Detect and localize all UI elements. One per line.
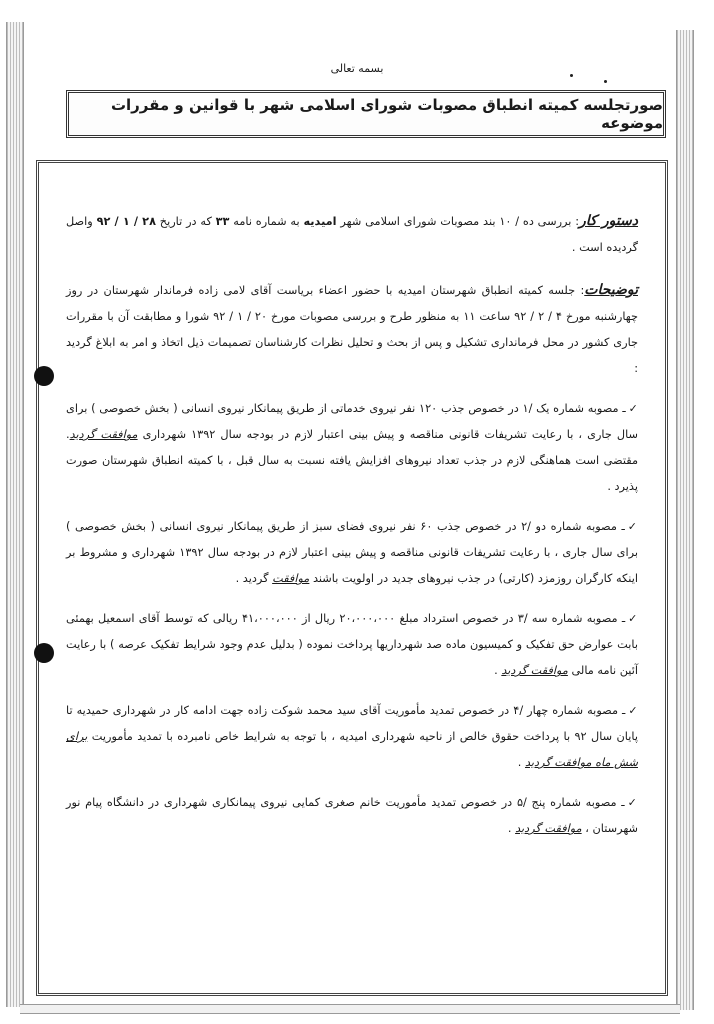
binder-hole: [34, 366, 54, 386]
document-body: [66, 208, 638, 856]
scan-speck: [570, 74, 573, 77]
right-frame-band: [676, 30, 694, 1010]
agenda-date: ۲۸ / ۱ / ۹۲: [96, 215, 156, 228]
resolution-text-a: ـ مصوبه شماره سه /۳ در خصوص استرداد مبلغ ۲۰،۰۰۰،۰۰۰ ریال از ۴۱،۰۰۰،۰۰۰ ریالی که توسط آقای اسمعیل بهمئی بابت عوارض حق تفکیک و کمیسیون ماده صد شهرداریها پرداخت نموده ( بدلیل عدم وجود شرایط تفکیک عرصه ) با رعایت آئین نامه مالی: [66, 612, 638, 677]
resolution-item: [66, 606, 638, 684]
bottom-frame-band: [20, 1004, 680, 1014]
agenda-city: امیدیه: [303, 215, 337, 228]
resolution-item: [66, 698, 638, 776]
agenda-text-b: به شماره نامه: [229, 215, 304, 228]
explanation-text: : جلسه کمیته انطباق شهرستان امیدیه با حضور اعضاء بریاست آقای لامی زاده فرماندار شهرستان در روز چهارشنبه مورخ ۴ / ۲ / ۹۲ ساعت ۱۱ به منظور طرح و بررسی مصوبات مورخ ۲۰ / ۱ / ۹۲ شورا و مطابقت آن با مقررات جاری کشور در محل فرمانداری تشکیل و پس از بحث و تحلیل نظرات کارشناسان تصمیمات ذیل اتخاذ و امر به ابلاغ گردید :: [66, 284, 638, 375]
resolution-text-b: گردید .: [235, 572, 273, 585]
resolution-text-b: . مقتضی است هماهنگی لازم در جذب تعداد نیروهای افزایش یافته نسبت به سال قبل ، با کمیته انطباق شهرستان صورت پذیرد .: [66, 428, 638, 493]
resolution-approved: موافقت گردید: [501, 664, 568, 677]
resolution-text-a: ـ مصوبه شماره یک /۱ در خصوص جذب ۱۲۰ نفر نیروی خدماتی از طریق پیمانکار نیروی انسانی ( بخش خصوصی ) برای سال جاری ، با رعایت تشریفات قانونی مناقصه و پیش بینی اعتبار لازم در بودجه سال ۱۳۹۲ شهرداری: [66, 402, 639, 441]
resolution-item: [66, 514, 638, 592]
scan-speck: [604, 80, 607, 83]
explanation-label: توضیحات: [584, 282, 638, 298]
resolution-approved: موافقت گردید: [515, 822, 582, 835]
title-box: [66, 90, 666, 138]
resolution-text-a: ـ مصوبه شماره چهار /۴ در خصوص تمدید مأموریت آقای سید محمد شوکت زاده جهت ادامه کار در شهرداری حمیدیه تا پایان سال ۹۲ با پرداخت حقوق خالص از ناحیه شهرداری امیدیه ، با توجه به شرایط خاص نامبرده با تمدید مأموریت: [66, 704, 638, 743]
checkmark-icon: ✓: [627, 796, 638, 809]
agenda-letter-number: ۳۳: [215, 215, 230, 228]
resolution-item: [66, 790, 638, 842]
agenda-text-c: که در تاریخ: [155, 215, 216, 228]
resolution-approved: موافقت: [272, 572, 310, 585]
agenda-text-d: واصل گردیده است .: [66, 215, 638, 254]
left-frame-band: [6, 22, 24, 1007]
resolution-item: [66, 396, 638, 500]
document-title: صورتجلسه کمیته انطباق مصوبات شورای اسلامی شهر با قوانین و مقررات موضوعه: [110, 96, 663, 132]
checkmark-icon: ✓: [628, 402, 639, 415]
resolution-text-a: ـ مصوبه شماره پنج /۵ در خصوص تمدید مأموریت خانم صغری کمایی نیروی پیمانکاری شهرداری در دانشگاه پیام نور شهرستان ،: [66, 796, 638, 835]
resolution-text-b: .: [517, 756, 525, 769]
agenda-paragraph: [66, 208, 638, 261]
agenda-text-a: : بررسی ده / ۱۰ بند مصوبات شورای اسلامی شهر: [336, 215, 580, 228]
agenda-label: دستور کار: [579, 213, 639, 229]
binder-hole: [34, 643, 54, 663]
checkmark-icon: ✓: [628, 612, 638, 625]
resolution-approved: موافقت گردید: [69, 428, 138, 441]
checkmark-icon: ✓: [628, 704, 639, 717]
resolution-text-b: .: [494, 664, 502, 677]
resolution-text-a: ـ مصوبه شماره دو /۲ در خصوص جذب ۶۰ نفر نیروی فضای سبز از طریق پیمانکار نیروی انسانی ( بخش خصوصی ) برای سال جاری ، با رعایت تشریفات قانونی مناقصه و پیش بینی اعتبار لازم در بودجه سال ۱۳۹۲ شهرداری و مشروط بر اینکه کارگران روزمزد (کارتی) در جذب نیروهای جدید در اولویت باشند: [66, 520, 638, 585]
resolution-approved: برای شش ماه موافقت گردید: [66, 730, 638, 769]
explanation-paragraph: [66, 277, 638, 382]
resolution-text-b: .: [507, 822, 516, 835]
checkmark-icon: ✓: [627, 520, 639, 533]
bismillah-heading: بسمه تعالی: [330, 62, 384, 75]
